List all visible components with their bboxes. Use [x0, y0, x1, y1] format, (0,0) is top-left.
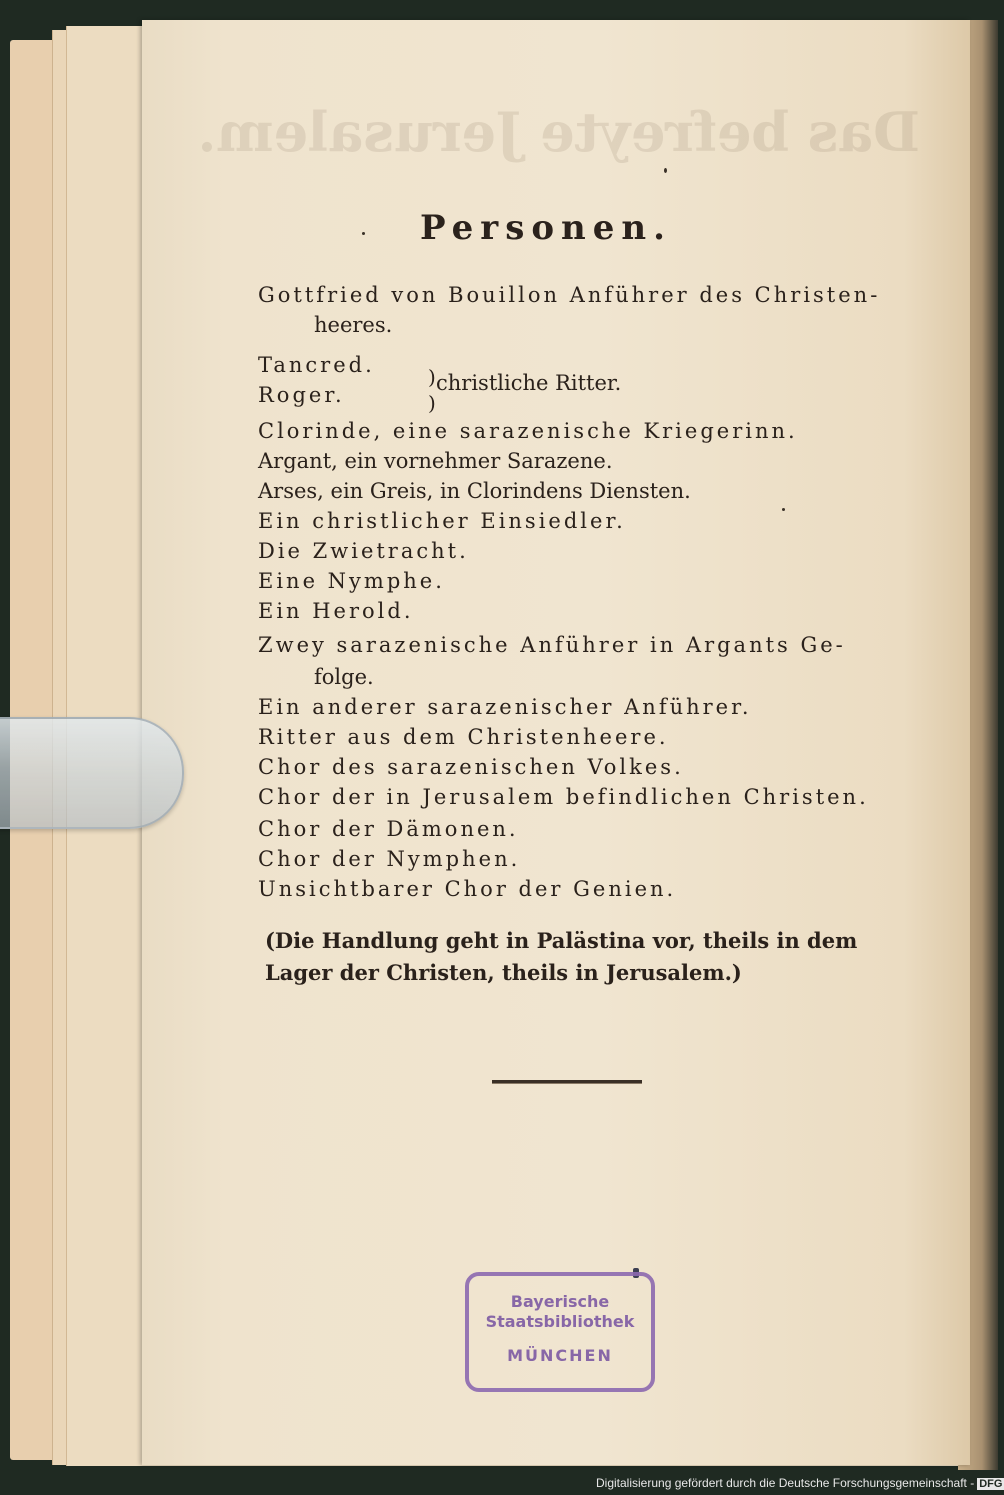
list-item: Ein anderer sarazenischer Anführer. [258, 695, 752, 719]
bracket-symbol: ) [428, 391, 436, 415]
bleed-through-text: Das befreyte Jerusalem. [197, 100, 920, 164]
list-item: Ritter aus dem Christenheere. [258, 725, 669, 749]
page-title: Personen. [420, 208, 672, 248]
dfg-logo: DFG [979, 1478, 1003, 1490]
stamp-text: Bayerische [510, 1292, 610, 1311]
stamp-text: MÜNCHEN [507, 1346, 613, 1365]
list-item: Chor der Dämonen. [258, 817, 519, 841]
list-item: Unsichtbarer Chor der Genien. [258, 877, 677, 901]
stamp-text: Staatsbibliothek [485, 1312, 635, 1331]
list-item: christliche Ritter. [436, 371, 622, 395]
list-item: Chor des sarazenischen Volkes. [258, 755, 684, 779]
list-item: Gottfried von Bouillon Anführer des Christen- [258, 283, 881, 307]
list-item: Ein christlicher Einsiedler. [258, 509, 626, 533]
bracket-label [428, 364, 436, 416]
list-item: Clorinde, eine sarazenische Kriegerinn. [258, 419, 798, 443]
divider [492, 1080, 642, 1084]
list-item: Ein Herold. [258, 599, 414, 623]
digitization-credit [596, 1476, 1004, 1490]
library-stamp [465, 1272, 655, 1392]
ink-speck [362, 232, 365, 235]
stage-direction-line: (Die Handlung geht in Palästina vor, theils in dem [265, 928, 858, 953]
page-clip [0, 717, 184, 829]
list-item: Tancred. [258, 353, 375, 377]
ink-speck [664, 168, 667, 173]
list-item: Chor der in Jerusalem befindlichen Christen. [258, 785, 869, 809]
list-item: Eine Nymphe. [258, 569, 445, 593]
stage-direction-line: Lager der Christen, theils in Jerusalem.) [265, 960, 742, 985]
list-item: Arses, ein Greis, in Clorindens Diensten. [258, 479, 691, 503]
list-item: Argant, ein vornehmer Sarazene. [258, 449, 613, 473]
list-item: Roger. [258, 383, 345, 407]
ink-speck [782, 508, 785, 511]
stage-direction [265, 925, 885, 989]
list-item: Zwey sarazenische Anführer in Argants Ge- [258, 633, 846, 657]
list-item: Die Zwietracht. [258, 539, 469, 563]
list-item: heeres. [314, 313, 393, 337]
credit-text: Digitalisierung gefördert durch die Deutsche Forschungsgemeinschaft - [596, 1476, 975, 1490]
bracket-symbol: ) [428, 365, 436, 389]
list-item: Chor der Nymphen. [258, 847, 521, 871]
list-item: folge. [314, 665, 374, 689]
